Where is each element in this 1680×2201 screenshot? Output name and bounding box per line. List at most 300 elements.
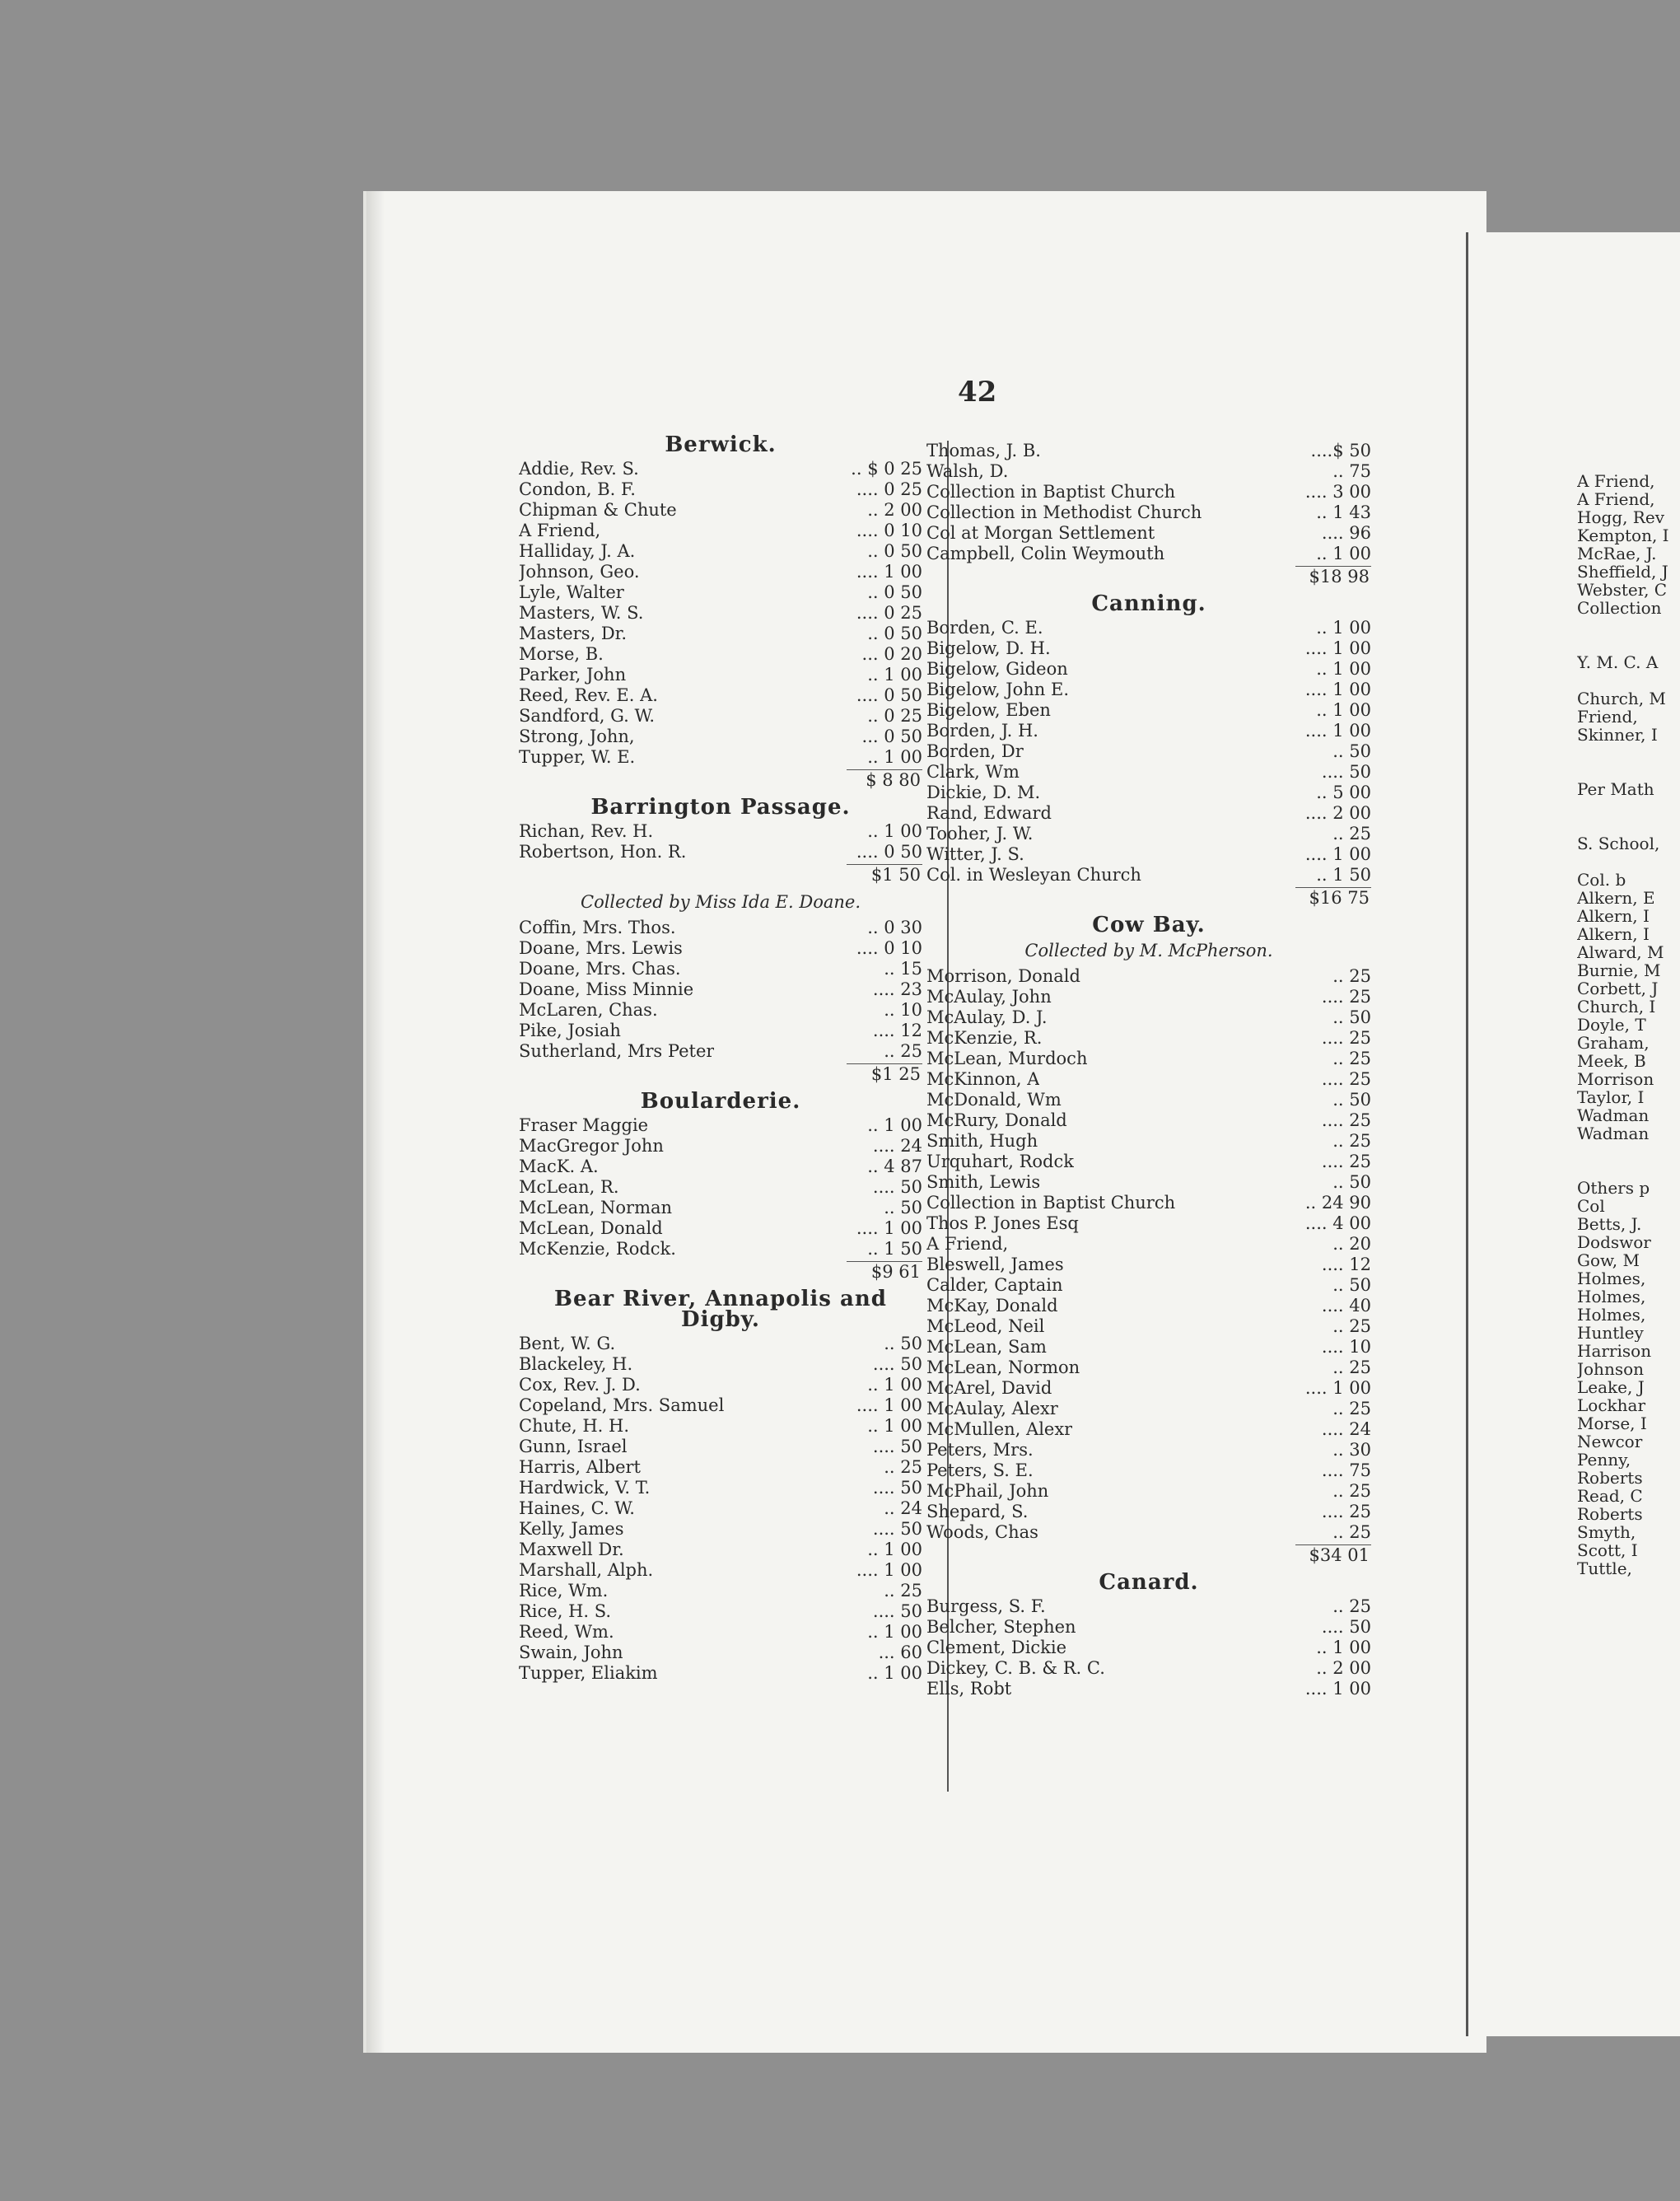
donor-name: Sandford, G. W.: [519, 706, 656, 726]
donation-amount: .. 25: [1332, 1316, 1371, 1336]
section-total: $18 98: [1295, 566, 1371, 587]
facing-page-line: Holmes,: [1577, 1287, 1646, 1306]
donor-name: Bigelow, John E.: [926, 680, 1070, 699]
facing-page-line: Taylor, I: [1577, 1088, 1645, 1106]
donation-amount: .... 0 10: [856, 938, 922, 958]
list-item: [926, 544, 1371, 564]
list-item: [926, 721, 1371, 741]
section-title: Canard.: [1099, 1570, 1199, 1595]
list-item: [926, 618, 1371, 638]
donor-name: Belcher, Stephen: [926, 1617, 1076, 1637]
list-item: [926, 1638, 1371, 1658]
donor-name: Fraser Maggie: [519, 1115, 649, 1135]
donation-amount: ....$ 50: [1310, 441, 1371, 460]
list-item: [519, 1157, 922, 1177]
donor-name: Peters, S. E.: [926, 1460, 1034, 1480]
donation-amount: .... 25: [1321, 1069, 1371, 1089]
donation-amount: .. 50: [1332, 1007, 1371, 1027]
facing-page-line: A Friend,: [1577, 472, 1655, 490]
donation-amount: .... 25: [1321, 1028, 1371, 1048]
list-item: [926, 1502, 1371, 1522]
section-title: Boularderie.: [640, 1089, 801, 1114]
donor-name: Parker, John: [519, 665, 627, 685]
list-item: [519, 1395, 922, 1416]
donation-amount: .. 1 00: [1316, 700, 1371, 720]
list-item: [519, 541, 922, 562]
section-title: Barrington Passage.: [590, 795, 851, 820]
donation-amount: .... 50: [872, 1437, 922, 1456]
donation-amount: .. 1 00: [1316, 659, 1371, 679]
donor-name: Halliday, J. A.: [519, 541, 636, 561]
donor-name: Bigelow, Gideon: [926, 659, 1068, 679]
facing-page-line: Corbett, J: [1577, 979, 1659, 998]
donation-amount: ... 0 20: [861, 644, 922, 664]
donor-name: Hardwick, V. T.: [519, 1478, 651, 1498]
donation-amount: .. 25: [1332, 1596, 1371, 1616]
blank-line: [1577, 635, 1680, 653]
list-item: [519, 1498, 922, 1519]
donor-name: Witter, J. S.: [926, 844, 1024, 864]
donor-name: Borden, Dr: [926, 741, 1024, 761]
donor-name: Col. in Wesleyan Church: [926, 865, 1141, 885]
donation-amount: .. 25: [1332, 824, 1371, 843]
donation-amount: .... 96: [1321, 523, 1371, 543]
facing-page-line: Read, C: [1577, 1487, 1643, 1505]
donor-name: MacK. A.: [519, 1157, 599, 1176]
donation-amount: .. 25: [1332, 1522, 1371, 1542]
list-item: [926, 482, 1371, 502]
list-item: [519, 1622, 922, 1643]
list-item: [926, 1131, 1371, 1152]
list-item: [519, 1041, 922, 1062]
donor-name: Haines, C. W.: [519, 1498, 635, 1518]
donor-name: Cox, Rev. J. D.: [519, 1375, 641, 1395]
donor-name: Sutherland, Mrs Peter: [519, 1041, 715, 1061]
list-item: [926, 1213, 1371, 1234]
donation-amount: .... 1 00: [1304, 721, 1371, 741]
list-item: [926, 1275, 1371, 1296]
list-item: [926, 1316, 1371, 1337]
facing-page-line: McRae, J.: [1577, 544, 1657, 563]
donation-amount: .... 25: [1321, 1152, 1371, 1171]
section-title: Berwick.: [665, 432, 777, 457]
donor-name: Woods, Chas: [926, 1522, 1038, 1542]
list-item: [519, 1354, 922, 1375]
donation-amount: .... 1 00: [1304, 638, 1371, 658]
donor-name: Gunn, Israel: [519, 1437, 628, 1456]
list-item: [519, 959, 922, 979]
list-item: [926, 762, 1371, 783]
list-item: [519, 665, 922, 685]
facing-page-line: Betts, J.: [1577, 1215, 1642, 1233]
donor-name: Lyle, Walter: [519, 582, 624, 602]
list-item: [519, 500, 922, 521]
facing-page-line: Roberts: [1577, 1505, 1643, 1523]
donation-amount: .. 50: [1332, 1090, 1371, 1110]
list-item: [519, 1115, 922, 1136]
facing-page-line: Church, I: [1577, 998, 1656, 1016]
facing-page-line: Alkern, I: [1577, 925, 1650, 943]
donation-amount: .. 24: [884, 1498, 922, 1518]
donation-amount: .... 24: [1321, 1419, 1371, 1439]
donor-name: Robertson, Hon. R.: [519, 842, 687, 862]
donor-name: McAulay, D. J.: [926, 1007, 1048, 1027]
donor-name: McKay, Donald: [926, 1296, 1058, 1315]
donor-name: Maxwell Dr.: [519, 1540, 624, 1559]
donation-amount: ... 0 50: [861, 727, 922, 746]
donation-amount: .. 1 00: [867, 1115, 922, 1135]
donor-name: Bigelow, D. H.: [926, 638, 1051, 658]
donor-name: McLean, Murdoch: [926, 1049, 1088, 1068]
page-number: 42: [958, 376, 997, 409]
donor-name: Reed, Wm.: [519, 1622, 614, 1642]
donor-name: Addie, Rev. S.: [519, 459, 639, 479]
list-item: [926, 824, 1371, 844]
donor-name: McLeod, Neil: [926, 1316, 1045, 1336]
donor-name: McKenzie, Rodck.: [519, 1239, 676, 1259]
list-item: [926, 966, 1371, 987]
list-item: [926, 1028, 1371, 1049]
donation-amount: .. 1 00: [867, 1622, 922, 1642]
donor-name: Swain, John: [519, 1643, 623, 1662]
donation-amount: .. 1 00: [1316, 618, 1371, 638]
donation-amount: .... 75: [1321, 1460, 1371, 1480]
donor-name: McKenzie, R.: [926, 1028, 1043, 1048]
donation-amount: .. 0 25: [867, 706, 922, 726]
donor-name: McLean, Sam: [926, 1337, 1047, 1357]
donation-amount: .... 0 50: [856, 842, 922, 862]
facing-page-line: Col: [1577, 1197, 1605, 1215]
donation-amount: .... 0 10: [856, 521, 922, 540]
donation-amount: .... 1 00: [856, 1218, 922, 1238]
donor-name: Borden, J. H.: [926, 721, 1038, 741]
donation-amount: .... 50: [1321, 1617, 1371, 1637]
facing-page-line: Johnson: [1577, 1360, 1645, 1378]
list-item: [519, 644, 922, 665]
donation-amount: .. $ 0 25: [851, 459, 922, 479]
donor-name: McAulay, John: [926, 987, 1052, 1007]
list-item: [926, 865, 1371, 886]
donation-amount: .... 1 00: [856, 1560, 922, 1580]
facing-page-line: Collection: [1577, 599, 1662, 617]
blank-line: [1577, 1161, 1680, 1179]
donation-amount: .... 24: [872, 1136, 922, 1156]
list-item: [926, 1152, 1371, 1172]
section-title: Cow Bay.: [1092, 913, 1206, 937]
donor-name: Morse, B.: [519, 644, 604, 664]
list-item: [519, 1643, 922, 1663]
facing-page-line: Others p: [1577, 1179, 1650, 1197]
list-item: [926, 638, 1371, 659]
list-item: [519, 1136, 922, 1157]
donor-name: McRury, Donald: [926, 1110, 1067, 1130]
donation-amount: .... 50: [872, 1354, 922, 1374]
facing-page-line: Holmes,: [1577, 1269, 1646, 1287]
list-item: [519, 727, 922, 747]
list-item: [926, 844, 1371, 865]
facing-page-line: Alward, M: [1577, 943, 1664, 961]
list-item: [926, 1234, 1371, 1255]
donation-amount: .... 12: [1321, 1255, 1371, 1274]
donor-name: Copeland, Mrs. Samuel: [519, 1395, 725, 1415]
donor-name: Tooher, J. W.: [926, 824, 1034, 843]
donation-amount: .. 1 00: [1316, 1638, 1371, 1657]
facing-page-line: Smyth,: [1577, 1523, 1636, 1541]
list-item: [926, 700, 1371, 721]
facing-page-line: Wadman: [1577, 1124, 1650, 1143]
list-item: [926, 1522, 1371, 1543]
donor-name: Borden, C. E.: [926, 618, 1043, 638]
donation-amount: .. 25: [1332, 1049, 1371, 1068]
donor-name: A Friend,: [519, 521, 601, 540]
donor-name: Rice, H. S.: [519, 1601, 612, 1621]
donor-name: Marshall, Alph.: [519, 1560, 654, 1580]
list-item: [519, 624, 922, 644]
donation-amount: .... 50: [872, 1478, 922, 1498]
donation-amount: .... 3 00: [1304, 482, 1371, 502]
donation-amount: .. 25: [1332, 966, 1371, 986]
donation-amount: .. 1 00: [867, 1375, 922, 1395]
list-item: [519, 1560, 922, 1581]
donor-name: Bleswell, James: [926, 1255, 1064, 1274]
list-item: [519, 1239, 922, 1259]
donor-name: Shepard, S.: [926, 1502, 1029, 1521]
donation-amount: .. 25: [1332, 1358, 1371, 1377]
list-item: [926, 1679, 1371, 1699]
donor-name: Johnson, Geo.: [519, 562, 640, 582]
donation-amount: .... 10: [1321, 1337, 1371, 1357]
list-item: [519, 562, 922, 582]
list-item: [519, 1218, 922, 1239]
donor-name: McLean, Donald: [519, 1218, 663, 1238]
list-item: [926, 1440, 1371, 1460]
donation-amount: .. 1 43: [1316, 502, 1371, 522]
facing-page-line: A Friend,: [1577, 490, 1655, 508]
donor-name: Doane, Mrs. Chas.: [519, 959, 681, 979]
donor-name: Burgess, S. F.: [926, 1596, 1046, 1616]
donor-name: Bigelow, Eben: [926, 700, 1051, 720]
donor-name: Urquhart, Rodck: [926, 1152, 1074, 1171]
donor-name: Doane, Miss Minnie: [519, 979, 694, 999]
section-total: $1 50: [847, 864, 922, 886]
list-item: [519, 821, 922, 842]
list-item: [926, 1399, 1371, 1419]
right-column: [926, 441, 1371, 1699]
donor-name: Kelly, James: [519, 1519, 624, 1539]
donation-amount: .... 25: [1321, 1110, 1371, 1130]
list-item: [519, 1457, 922, 1478]
blank-line: [1577, 744, 1680, 762]
donation-amount: .. 25: [884, 1041, 922, 1061]
list-item: [926, 1255, 1371, 1275]
donor-name: Strong, John,: [519, 727, 635, 746]
donation-amount: .. 1 50: [867, 1239, 922, 1259]
list-item: [519, 918, 922, 938]
donation-amount: .... 50: [872, 1519, 922, 1539]
list-item: [519, 1437, 922, 1457]
facing-page-line: Alkern, E: [1577, 889, 1655, 907]
section-total: $16 75: [1295, 887, 1371, 909]
list-item: [926, 1090, 1371, 1110]
donation-amount: .. 4 87: [867, 1157, 922, 1176]
donation-amount: .. 50: [1332, 1172, 1371, 1192]
donation-amount: .. 0 50: [867, 541, 922, 561]
blank-line: [1577, 816, 1680, 834]
donation-amount: .. 0 50: [867, 582, 922, 602]
donation-amount: .. 20: [1332, 1234, 1371, 1254]
donation-amount: .... 0 25: [856, 603, 922, 623]
list-item: [519, 1519, 922, 1540]
list-item: [519, 1478, 922, 1498]
donor-name: McAulay, Alexr: [926, 1399, 1058, 1418]
donor-name: Collection in Baptist Church: [926, 482, 1176, 502]
donor-name: Walsh, D.: [926, 461, 1009, 481]
list-item: [926, 1296, 1371, 1316]
donor-name: Masters, Dr.: [519, 624, 628, 643]
donation-amount: .. 25: [1332, 1399, 1371, 1418]
blank-line: [1577, 1143, 1680, 1161]
blank-line: [1577, 617, 1680, 635]
donor-name: Condon, B. F.: [519, 479, 636, 499]
donation-amount: .... 2 00: [1304, 803, 1371, 823]
donor-name: MacGregor John: [519, 1136, 664, 1156]
donation-amount: .... 25: [1321, 987, 1371, 1007]
donor-name: Collection in Baptist Church: [926, 1193, 1176, 1213]
donation-amount: .... 23: [872, 979, 922, 999]
donor-name: Chipman & Chute: [519, 500, 677, 520]
donation-amount: .... 40: [1321, 1296, 1371, 1315]
list-item: [926, 987, 1371, 1007]
list-item: [519, 1601, 922, 1622]
donation-amount: .... 25: [1321, 1502, 1371, 1521]
donation-amount: .. 15: [884, 959, 922, 979]
donor-name: Collection in Methodist Church: [926, 502, 1202, 522]
list-item: [926, 502, 1371, 523]
donor-name: Chute, H. H.: [519, 1416, 629, 1436]
donation-amount: .... 1 00: [856, 1395, 922, 1415]
list-item: [926, 523, 1371, 544]
donor-name: A Friend,: [926, 1234, 1009, 1254]
facing-page-line: Harrison: [1577, 1342, 1652, 1360]
facing-page-line: Tuttle,: [1577, 1559, 1632, 1577]
facing-page-line: Penny,: [1577, 1451, 1631, 1469]
donor-name: McLaren, Chas.: [519, 1000, 658, 1020]
list-item: [519, 1416, 922, 1437]
section-total: $34 01: [1295, 1544, 1371, 1566]
donor-name: Coffin, Mrs. Thos.: [519, 918, 676, 937]
donor-name: McPhail, John: [926, 1481, 1049, 1501]
facing-page-line: Doyle, T: [1577, 1016, 1646, 1034]
blank-line: [1577, 671, 1680, 689]
donor-name: McLean, Norman: [519, 1198, 673, 1217]
donation-amount: .. 1 00: [867, 821, 922, 841]
list-item: [926, 1617, 1371, 1638]
donor-name: Campbell, Colin Weymouth: [926, 544, 1165, 563]
list-item: [926, 1358, 1371, 1378]
list-item: [926, 1172, 1371, 1193]
list-item: [926, 461, 1371, 482]
list-item: [519, 479, 922, 500]
list-item: [926, 1481, 1371, 1502]
donation-amount: .... 50: [872, 1601, 922, 1621]
donor-name: Masters, W. S.: [519, 603, 644, 623]
donation-amount: .... 1 00: [1304, 1679, 1371, 1699]
list-item: [926, 1007, 1371, 1028]
facing-page-line: Hogg, Rev: [1577, 508, 1664, 526]
list-item: [926, 1596, 1371, 1617]
list-item: [926, 1419, 1371, 1440]
donor-name: McLean, Normon: [926, 1358, 1080, 1377]
donation-amount: .. 1 00: [867, 1663, 922, 1683]
facing-page-line: Graham,: [1577, 1034, 1650, 1052]
list-item: [926, 1049, 1371, 1069]
donor-name: Harris, Albert: [519, 1457, 641, 1477]
section-total: $1 25: [847, 1063, 922, 1085]
list-item: [519, 747, 922, 768]
donation-amount: .. 10: [884, 1000, 922, 1020]
donor-name: Rand, Edward: [926, 803, 1052, 823]
donation-amount: .. 0 30: [867, 918, 922, 937]
list-item: [519, 938, 922, 959]
facing-page-line: Gow, M: [1577, 1251, 1640, 1269]
facing-page-line: Burnie, M: [1577, 961, 1661, 979]
list-item: [926, 659, 1371, 680]
donation-amount: .. 25: [884, 1581, 922, 1601]
list-item: [519, 521, 922, 541]
donation-amount: .. 2 00: [867, 500, 922, 520]
donor-name: McMullen, Alexr: [926, 1419, 1073, 1439]
facing-page-line: Col. b: [1577, 871, 1626, 889]
donation-amount: .. 50: [884, 1334, 922, 1353]
donation-amount: .... 12: [872, 1021, 922, 1040]
donor-name: McDonald, Wm: [926, 1090, 1062, 1110]
list-item: [519, 1334, 922, 1354]
donation-amount: .... 1 00: [1304, 680, 1371, 699]
donation-amount: .... 1 00: [856, 562, 922, 582]
list-item: [926, 803, 1371, 824]
donor-name: Pike, Josiah: [519, 1021, 621, 1040]
list-item: [926, 1378, 1371, 1399]
donor-name: Blackeley, H.: [519, 1354, 633, 1374]
donor-name: Bent, W. G.: [519, 1334, 616, 1353]
list-item: [519, 603, 922, 624]
list-item: [519, 1540, 922, 1560]
list-item: [926, 441, 1371, 461]
blank-line: [1577, 798, 1680, 816]
donation-amount: .. 1 00: [867, 665, 922, 685]
donor-name: Smith, Lewis: [926, 1172, 1041, 1192]
facing-page-line: Friend,: [1577, 708, 1638, 726]
facing-page-line: Wadman: [1577, 1106, 1650, 1124]
facing-page-line: Scott, I: [1577, 1541, 1638, 1559]
donation-amount: .. 25: [1332, 1131, 1371, 1151]
donor-name: Tupper, Eliakim: [519, 1663, 658, 1683]
facing-page-line: Y. M. C. A: [1577, 653, 1659, 671]
donor-name: Ells, Robt: [926, 1679, 1012, 1699]
donor-name: Dickey, C. B. & R. C.: [926, 1658, 1105, 1678]
facing-page-line: Skinner, I: [1577, 726, 1658, 744]
list-item: [926, 1069, 1371, 1090]
facing-page-line: Dodswor: [1577, 1233, 1651, 1251]
facing-page-line: S. School,: [1577, 834, 1660, 853]
list-item: [926, 1110, 1371, 1131]
donation-amount: .... 0 50: [856, 685, 922, 705]
donor-name: Calder, Captain: [926, 1275, 1063, 1295]
list-item: [519, 1000, 922, 1021]
section-title: Bear River, Annapolis and Digby.: [554, 1287, 887, 1332]
facing-page-line: Webster, C: [1577, 581, 1668, 599]
left-column: [519, 428, 922, 1684]
